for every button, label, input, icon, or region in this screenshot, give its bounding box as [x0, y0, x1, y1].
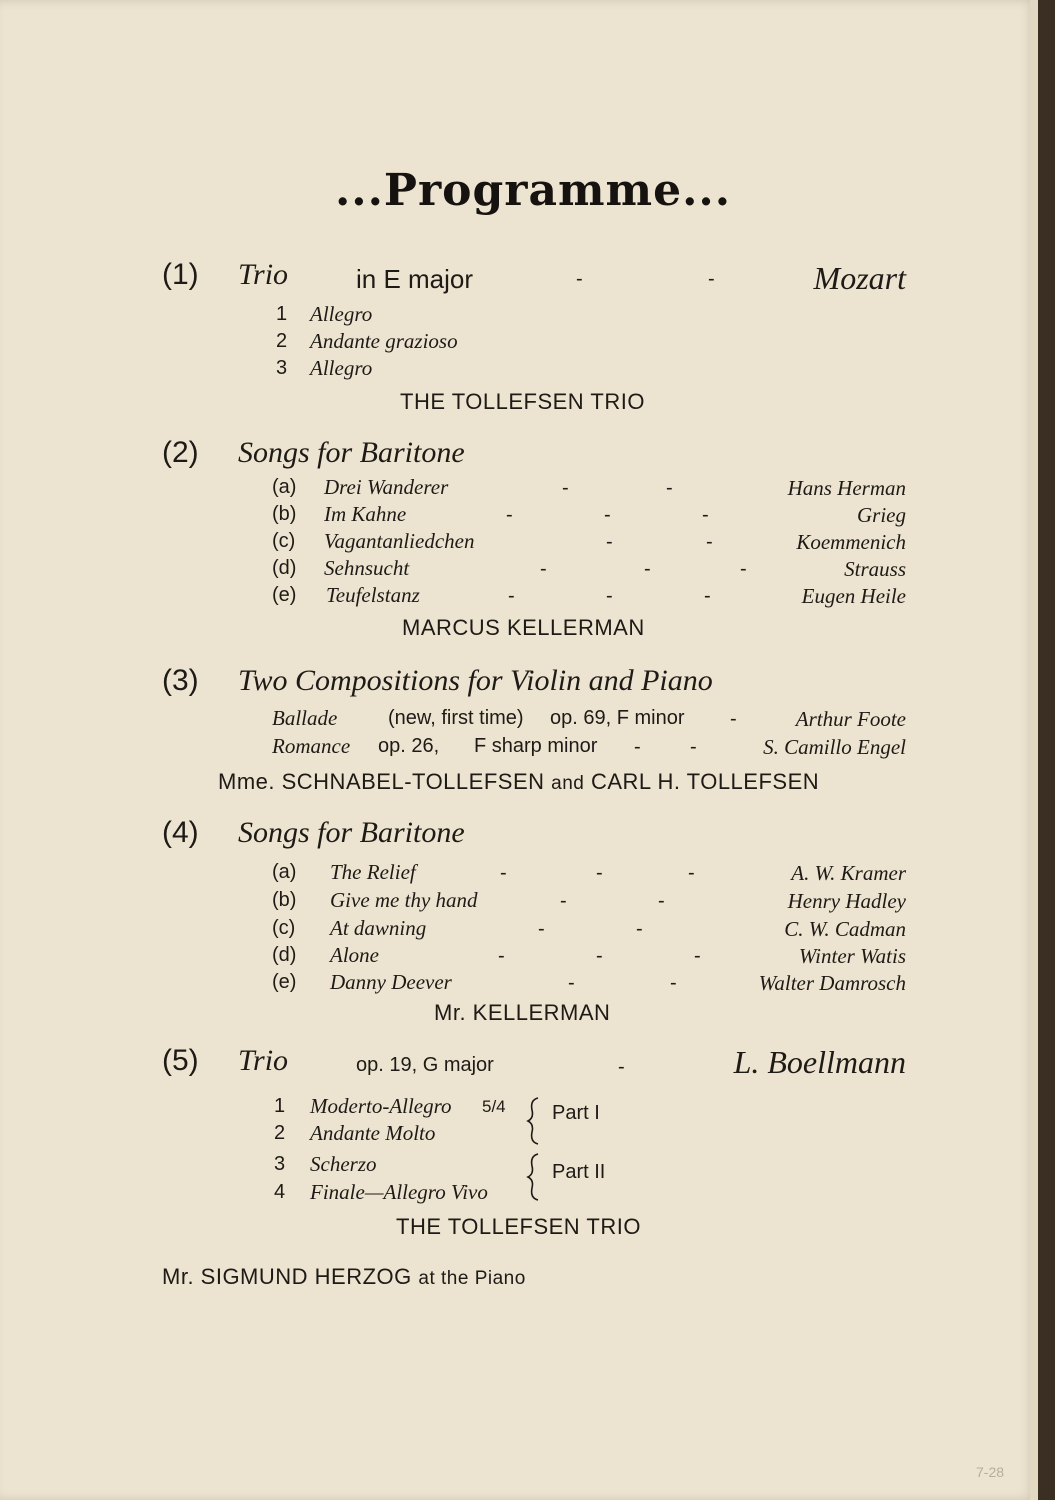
dash: - — [540, 558, 547, 580]
item-composer: Winter Watis — [798, 944, 906, 968]
movement-name: Allegro — [310, 356, 373, 380]
dash: - — [500, 862, 507, 884]
movement-number: 3 — [276, 357, 288, 379]
item-composer: Eugen Heile — [801, 584, 906, 608]
performer — [218, 769, 819, 795]
item-detail: op. 26, — [378, 735, 440, 757]
accompanist-line — [162, 1264, 526, 1290]
item-composer: Grieg — [857, 503, 906, 527]
dash: - — [506, 504, 513, 526]
brace-icon — [524, 1152, 544, 1202]
item-letter: (c) — [272, 917, 296, 939]
dash: - — [606, 531, 613, 553]
performer-name: CARL H. TOLLEFSEN — [590, 769, 820, 794]
item-detail: op. 69, F minor — [550, 707, 685, 729]
dash: - — [576, 268, 583, 290]
item-letter: (b) — [272, 503, 297, 525]
dash: - — [688, 862, 695, 884]
accompanist-role: at the Piano — [418, 1268, 526, 1289]
item-composer: Strauss — [844, 557, 906, 581]
section-number: (3) — [162, 664, 199, 697]
item-letter: (b) — [272, 889, 297, 911]
item-title: Give me thy hand — [330, 888, 478, 912]
part-label: Part I — [552, 1102, 600, 1124]
dash: - — [634, 736, 641, 758]
item-title: At dawning — [330, 916, 427, 940]
movement-name: Andante grazioso — [310, 329, 458, 353]
movement-number: 1 — [276, 303, 288, 325]
item-composer: S. Camillo Engel — [763, 735, 906, 759]
item-detail: F sharp minor — [474, 735, 598, 757]
dash: - — [740, 558, 747, 580]
dash: - — [562, 477, 569, 499]
section-number: (5) — [162, 1044, 199, 1077]
section-heading: Songs for Baritone — [238, 816, 465, 849]
section-heading: Trio — [238, 258, 289, 291]
section-heading: Trio — [238, 1044, 289, 1077]
performer: Mr. KELLERMAN — [434, 1000, 611, 1025]
movement-number: 2 — [276, 330, 288, 352]
movement-name: Finale—Allegro Vivo — [310, 1180, 488, 1204]
dash: - — [596, 862, 603, 884]
section-number: (2) — [162, 436, 199, 469]
dash: - — [498, 945, 505, 967]
performer: THE TOLLEFSEN TRIO — [396, 1214, 641, 1239]
dash: - — [666, 477, 673, 499]
composer: Mozart — [813, 260, 906, 296]
movement-name: Allegro — [310, 302, 373, 326]
performer: THE TOLLEFSEN TRIO — [400, 389, 645, 414]
dash: - — [560, 890, 567, 912]
performer-name: Mme. SCHNABEL-TOLLEFSEN — [218, 769, 545, 794]
item-letter: (e) — [272, 971, 297, 993]
dash: - — [618, 1056, 625, 1078]
dash: - — [538, 918, 545, 940]
dash: - — [568, 972, 575, 994]
item-title: Ballade — [272, 706, 338, 730]
item-detail: (new, first time) — [388, 707, 524, 729]
dash: - — [508, 585, 515, 607]
item-title: Drei Wanderer — [324, 475, 449, 499]
section-detail: op. 19, G major — [356, 1054, 494, 1076]
item-composer: Henry Hadley — [787, 889, 906, 913]
dash: - — [658, 890, 665, 912]
page-edge — [1030, 0, 1038, 1500]
dash: - — [706, 531, 713, 553]
section-number: (4) — [162, 816, 199, 849]
performer-conjunction: and — [551, 773, 585, 794]
item-title: Alone — [330, 943, 379, 967]
item-composer: C. W. Cadman — [784, 917, 906, 941]
item-title: Im Kahne — [324, 502, 407, 526]
accompanist-name: Mr. SIGMUND HERZOG — [162, 1264, 412, 1289]
dash: - — [690, 736, 697, 758]
item-title: Teufelstanz — [326, 583, 420, 607]
dash: - — [730, 708, 737, 730]
item-title: Danny Deever — [330, 970, 452, 994]
item-composer: Koemmenich — [796, 530, 906, 554]
page-title: ...Programme... — [334, 165, 732, 216]
movement-name: Moderto-Allegro — [310, 1094, 452, 1118]
item-letter: (e) — [272, 584, 297, 606]
section-detail: in E major — [356, 264, 474, 294]
brace-icon — [524, 1096, 544, 1146]
dash: - — [704, 585, 711, 607]
movement-number: 2 — [274, 1122, 286, 1144]
item-letter: (c) — [272, 530, 296, 552]
movement-number: 4 — [274, 1181, 286, 1203]
dash: - — [644, 558, 651, 580]
movement-name: Andante Molto — [310, 1121, 436, 1145]
movement-number: 1 — [274, 1095, 286, 1117]
dash: - — [702, 504, 709, 526]
item-letter: (a) — [272, 476, 297, 498]
dash: - — [596, 945, 603, 967]
item-title: The Relief — [330, 860, 416, 884]
dash: - — [604, 504, 611, 526]
part-label: Part II — [552, 1161, 606, 1183]
item-letter: (d) — [272, 944, 297, 966]
section-number: (1) — [162, 258, 199, 291]
dash: - — [670, 972, 677, 994]
dash: - — [694, 945, 701, 967]
dash: - — [636, 918, 643, 940]
movement-name: Scherzo — [310, 1152, 377, 1176]
dash: - — [708, 268, 715, 290]
time-signature: 5/4 — [482, 1097, 506, 1116]
item-composer: A. W. Kramer — [791, 861, 906, 885]
section-heading: Songs for Baritone — [238, 436, 465, 469]
movement-number: 3 — [274, 1153, 286, 1175]
item-composer: Walter Damrosch — [758, 971, 906, 995]
item-composer: Hans Herman — [787, 476, 906, 500]
archive-mark: 7-28 — [976, 1464, 1005, 1480]
item-title: Vagantanliedchen — [324, 529, 475, 553]
item-title: Sehnsucht — [324, 556, 410, 580]
item-letter: (a) — [272, 861, 297, 883]
item-title: Romance — [272, 734, 351, 758]
composer: L. Boellmann — [733, 1044, 906, 1080]
performer: MARCUS KELLERMAN — [402, 615, 645, 640]
item-composer: Arthur Foote — [795, 707, 906, 731]
item-letter: (d) — [272, 557, 297, 579]
dash: - — [606, 585, 613, 607]
section-heading: Two Compositions for Violin and Piano — [238, 664, 713, 697]
